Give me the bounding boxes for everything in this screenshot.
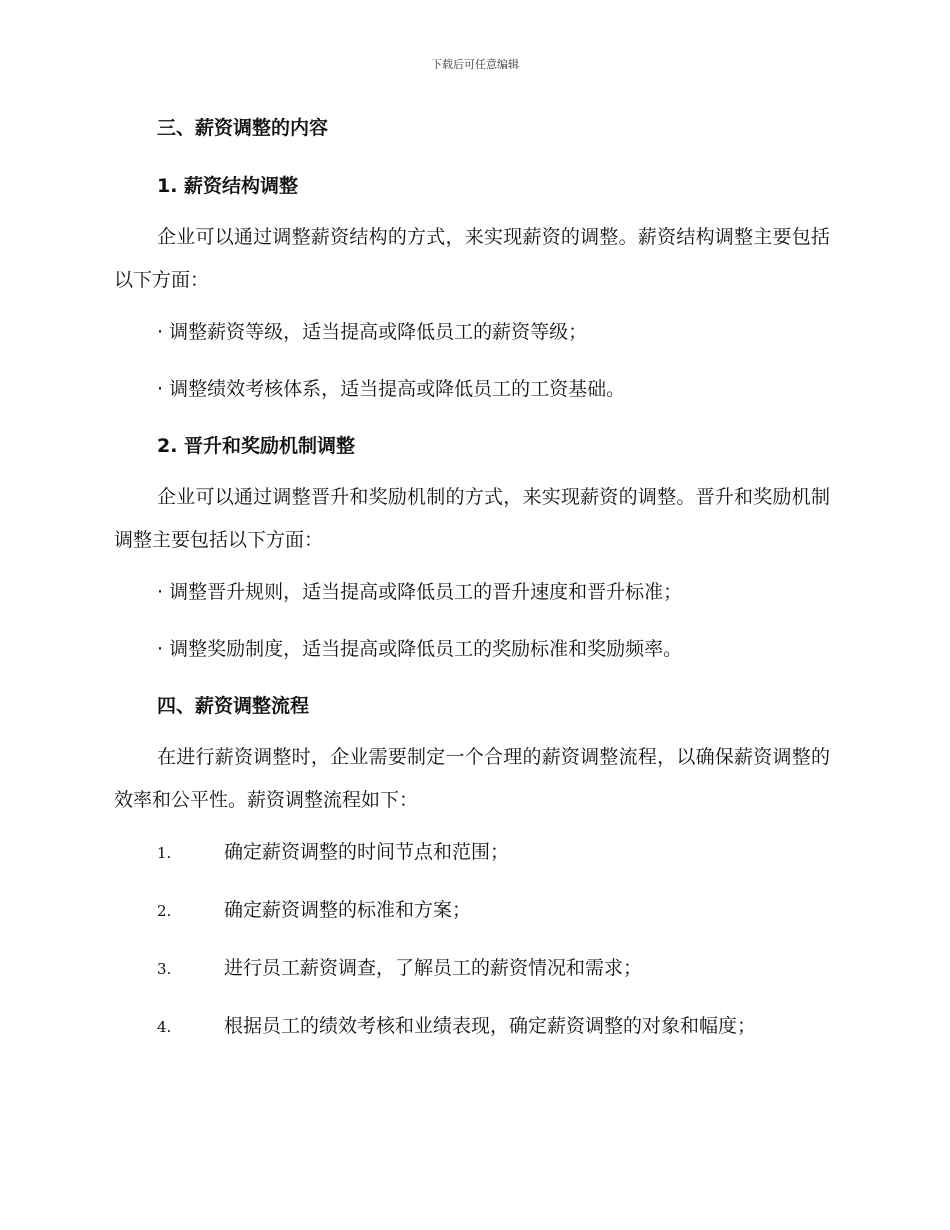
step-text: 根据员工的绩效考核和业绩表现，确定薪资调整的对象和幅度； <box>224 1015 757 1037</box>
section-4-title: 四、薪资调整流程 <box>157 695 310 717</box>
step-text: 进行员工薪资调查，了解员工的薪资情况和需求； <box>224 957 643 979</box>
process-step <box>114 1010 830 1043</box>
process-step <box>114 894 830 927</box>
step-text: 确定薪资调整的时间节点和范围； <box>224 841 510 863</box>
section-3-2-bullet: · 调整奖励制度，适当提高或降低员工的奖励标准和奖励频率。 <box>157 638 683 660</box>
document-body <box>114 112 830 1043</box>
step-number: 1. <box>157 844 172 862</box>
section-3-2-bullet: · 调整晋升规则，适当提高或降低员工的晋升速度和晋升标准； <box>157 581 683 603</box>
section-3-1-paragraph: 企业可以通过调整薪资结构的方式，来实现薪资的调整。薪资结构调整主要包括以下方面： <box>114 226 830 291</box>
process-step <box>114 836 830 869</box>
section-3-1-title: 1. 薪资结构调整 <box>157 175 299 197</box>
section-3-title: 三、薪资调整的内容 <box>157 117 329 139</box>
step-number: 3. <box>157 960 172 978</box>
step-number: 2. <box>157 902 172 920</box>
process-step <box>114 952 830 985</box>
header-note: 下载后可任意编辑 <box>431 58 519 71</box>
section-3-1-bullet: · 调整绩效考核体系，适当提高或降低员工的工资基础。 <box>157 378 626 400</box>
section-3-2-paragraph: 企业可以通过调整晋升和奖励机制的方式，来实现薪资的调整。晋升和奖励机制调整主要包括以下方面： <box>114 486 830 551</box>
section-3-1-bullet: · 调整薪资等级，适当提高或降低员工的薪资等级； <box>157 321 588 343</box>
section-4-paragraph: 在进行薪资调整时，企业需要制定一个合理的薪资调整流程，以确保薪资调整的效率和公平性。薪资调整流程如下： <box>114 746 830 811</box>
section-3-2-title: 2. 晋升和奖励机制调整 <box>157 435 356 457</box>
step-number: 4. <box>157 1018 172 1036</box>
step-text: 确定薪资调整的标准和方案； <box>224 899 472 921</box>
